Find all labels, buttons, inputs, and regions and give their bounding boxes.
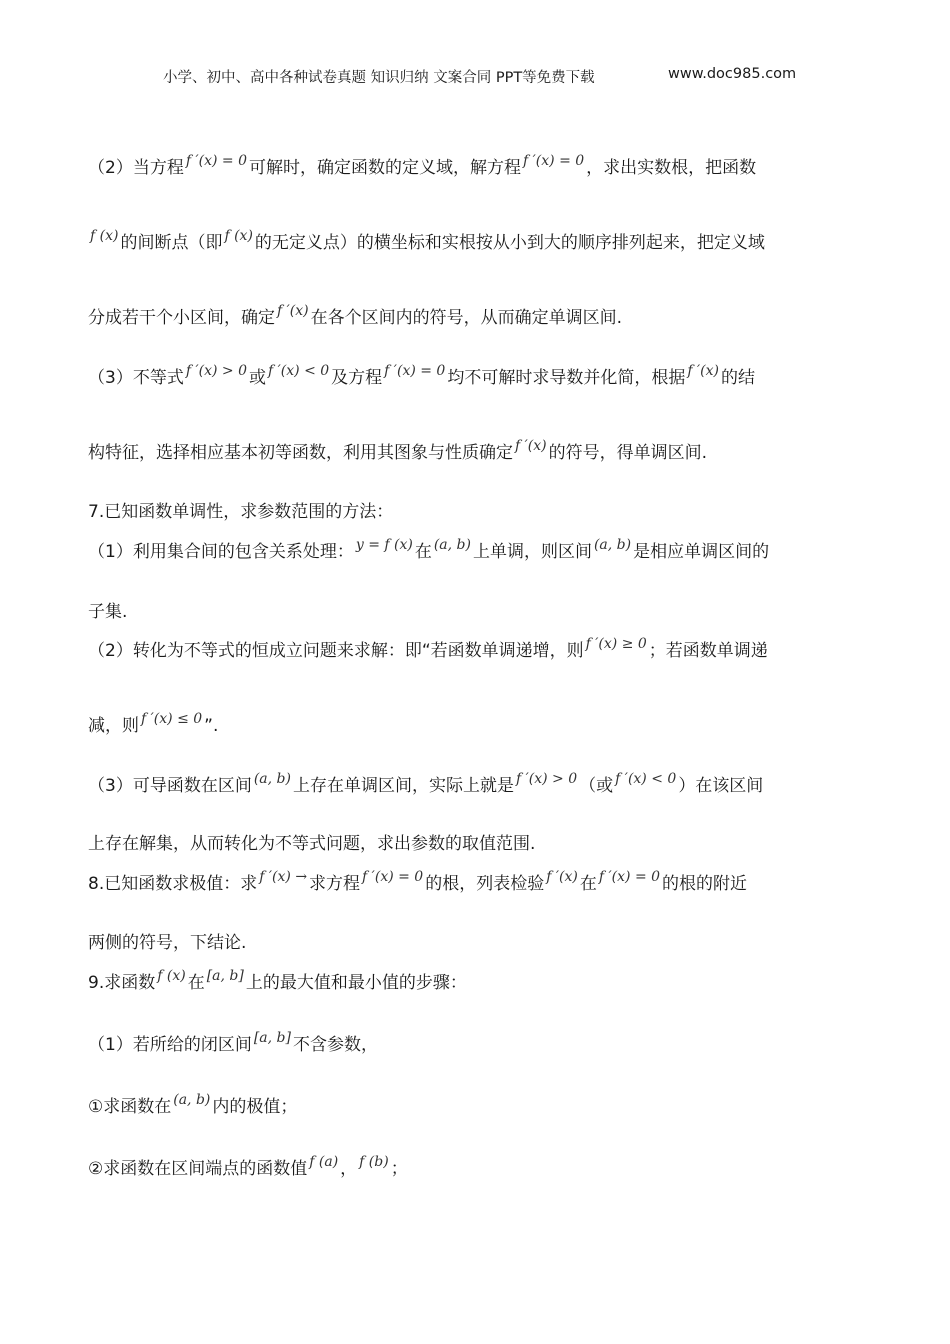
text: 的无定义点）的横坐标和实根按从小到大的顺序排列起来，把定义域	[254, 233, 765, 253]
text: 8.已知函数求极值：求	[88, 874, 258, 894]
section-heading: 7.已知函数单调性，求参数范围的方法：	[88, 502, 394, 522]
text: ）在该区间	[678, 776, 764, 796]
text: 构特征，选择相应基本初等函数，利用其图象与性质确定	[88, 443, 513, 463]
header-url: www.doc985.com	[668, 66, 797, 82]
text: 分成若干个小区间，确定	[88, 308, 275, 328]
line-4	[88, 363, 878, 391]
formula: [a, b]	[253, 1030, 291, 1046]
line-16	[88, 1030, 878, 1058]
text: （1）若所给的闭区间	[88, 1035, 252, 1055]
line-14	[88, 931, 878, 955]
line-17	[88, 1092, 878, 1120]
text: 不含参数，	[292, 1035, 378, 1055]
text: 可解时，确定函数的定义域，解方程	[249, 158, 521, 178]
text: 内的极值；	[212, 1097, 298, 1117]
line-1	[88, 153, 878, 181]
text: （1）利用集合间的包含关系处理：	[88, 542, 354, 562]
line-11	[88, 771, 878, 799]
text: 求方程	[309, 874, 361, 894]
text: （或	[579, 776, 614, 796]
text: 上存在解集，从而转化为不等式问题，求出参数的取值范围.	[88, 834, 536, 854]
text: ”.	[204, 716, 219, 736]
text: 两侧的符号，下结论.	[88, 933, 247, 953]
text: 在	[187, 973, 205, 993]
text: （3）可导函数在区间	[88, 776, 252, 796]
text: 的间断点（即	[120, 233, 223, 253]
formula: f ′(x) < 0	[268, 363, 330, 379]
text: 均不可解时求导数并化简，根据	[447, 368, 686, 388]
line-3	[88, 303, 878, 331]
formula: f ′(x) = 0	[384, 363, 446, 379]
formula: f ′(x) < 0	[615, 771, 677, 787]
line-6	[88, 500, 878, 524]
formula: f ′(x)	[515, 438, 547, 454]
text: ；若函数单调递	[648, 641, 768, 661]
formula: f ′(x) > 0	[185, 363, 247, 379]
formula: f ′(x)	[687, 363, 719, 379]
formula: y = f (x)	[355, 537, 413, 553]
text: （3）不等式	[88, 368, 184, 388]
line-8	[88, 600, 878, 624]
line-18	[88, 1154, 878, 1182]
text: 的根的附近	[662, 874, 748, 894]
text: 的根，列表检验	[425, 874, 545, 894]
formula: f ′(x) →	[259, 869, 308, 885]
text: 在	[414, 542, 432, 562]
formula: f (x)	[157, 968, 186, 984]
formula: f ′(x) ≥ 0	[585, 636, 647, 652]
formula: f (x)	[224, 228, 253, 244]
text: （2）转化为不等式的恒成立问题来求解：即“若函数单调递增，则	[88, 641, 584, 661]
text: 的符号，得单调区间.	[548, 443, 708, 463]
formula: f (x)	[90, 228, 119, 244]
text: ①求函数在	[88, 1097, 172, 1117]
text: 在各个区间内的符号，从而确定单调区间.	[310, 308, 623, 328]
formula: [a, b]	[206, 968, 244, 984]
text: 及方程	[331, 368, 383, 388]
text: ②求函数在区间端点的函数值	[88, 1159, 308, 1179]
text: 减，则	[88, 716, 139, 736]
formula: f ′(x) ≤ 0	[141, 711, 203, 727]
formula: f (b)	[359, 1154, 389, 1170]
formula: f ′(x) = 0	[523, 153, 585, 169]
formula: f (a)	[309, 1154, 339, 1170]
text: ，求出实数根，把函数	[586, 158, 757, 178]
line-10	[88, 711, 878, 739]
formula: (a, b)	[173, 1092, 211, 1108]
line-9	[88, 636, 878, 664]
section-heading: 9.求函数	[88, 973, 156, 993]
formula: f ′(x) = 0	[362, 869, 424, 885]
text: ，	[340, 1159, 358, 1179]
line-13	[88, 869, 878, 897]
text: 或	[249, 368, 266, 388]
text: 在	[579, 874, 597, 894]
formula: f ′(x) > 0	[515, 771, 578, 787]
formula: f ′(x)	[277, 303, 309, 319]
formula: (a, b)	[593, 537, 632, 553]
formula: f ′(x) = 0	[598, 869, 661, 885]
formula: f ′(x)	[546, 869, 578, 885]
line-15	[88, 968, 878, 996]
formula: (a, b)	[433, 537, 471, 553]
text: 上的最大值和最小值的步骤：	[245, 973, 467, 993]
text: 子集.	[88, 602, 128, 622]
line-5	[88, 438, 878, 466]
formula: f ′(x) = 0	[185, 153, 247, 169]
line-7	[88, 537, 878, 565]
line-2	[88, 228, 878, 256]
text: （2）当方程	[88, 158, 184, 178]
text: 的结	[720, 368, 755, 388]
text: 上存在单调区间，实际上就是	[292, 776, 514, 796]
line-12	[88, 832, 878, 856]
text: ；	[390, 1159, 408, 1179]
formula: (a, b)	[253, 771, 291, 787]
text: 是相应单调区间的	[633, 542, 770, 562]
header-left-text: 小学、初中、高中各种试卷真题 知识归纳 文案合同 PPT等免费下载	[163, 70, 595, 86]
text: 上单调，则区间	[472, 542, 592, 562]
